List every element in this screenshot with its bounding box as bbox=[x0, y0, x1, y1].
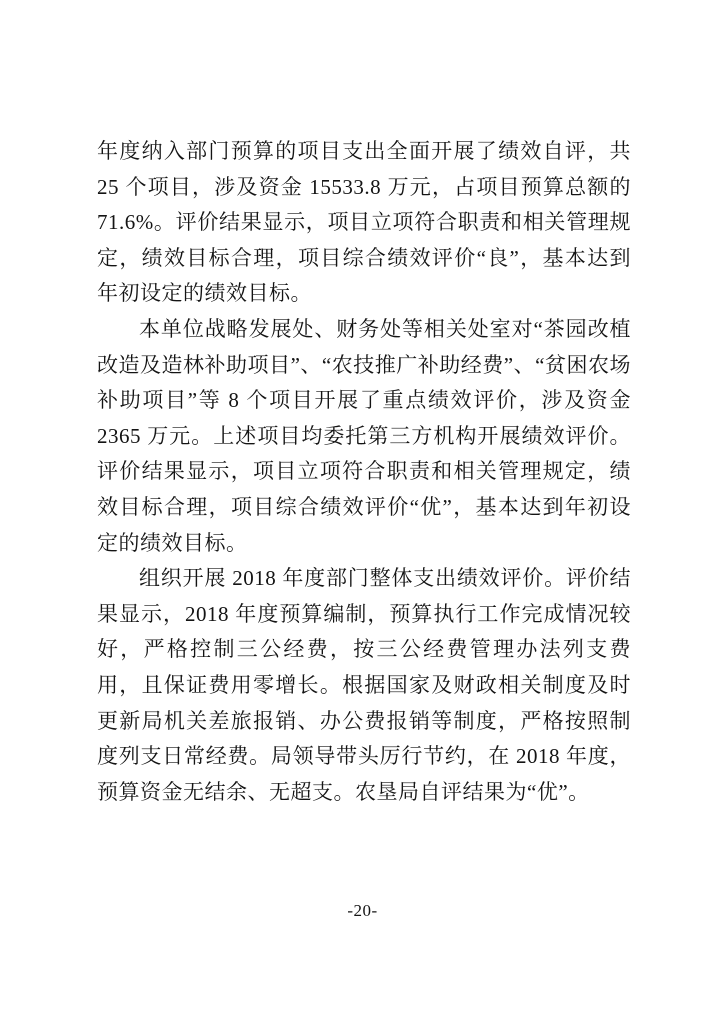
paragraph: 组织开展 2018 年度部门整体支出绩效评价。评价结果显示，2018 年度预算编制，预算执行工作完成情况较好，严格控制三公经费，按三公经费管理办法列支费用，且保证费用零增长。根据国家及财政相关制度及时更新局机关差旅报销、办公费报销等制度，严格按照制度列支日常经费。局领导带头厉行节约，在 2018 年度，预算资金无结余、无超支。农垦局自评结果为“优”。 bbox=[97, 566, 631, 804]
paragraph: 本单位战略发展处、财务处等相关处室对“茶园改植改造及造林补助项目”、“农技推广补助经费”、“贫困农场补助项目”等 8 个项目开展了重点绩效评价，涉及资金 2365 万元。上述项目均委托第三方机构开展绩效评价。评价结果显示，项目立项符合职责和相关管理规定，绩效目标合理，项目综合绩效评价“优”，基本达到年初设定的绩效目标。 bbox=[97, 316, 631, 555]
document-body bbox=[97, 134, 631, 810]
paragraph-continuation: 年度纳入部门预算的项目支出全面开展了绩效自评，共 25 个项目，涉及资金 15533.8 万元，占项目预算总额的 71.6%。评价结果显示，项目立项符合职责和相关管理规定，绩效目标合理，项目综合绩效评价“良”，基本达到年初设定的绩效目标。 bbox=[97, 139, 631, 306]
page-number: -20- bbox=[347, 901, 378, 920]
